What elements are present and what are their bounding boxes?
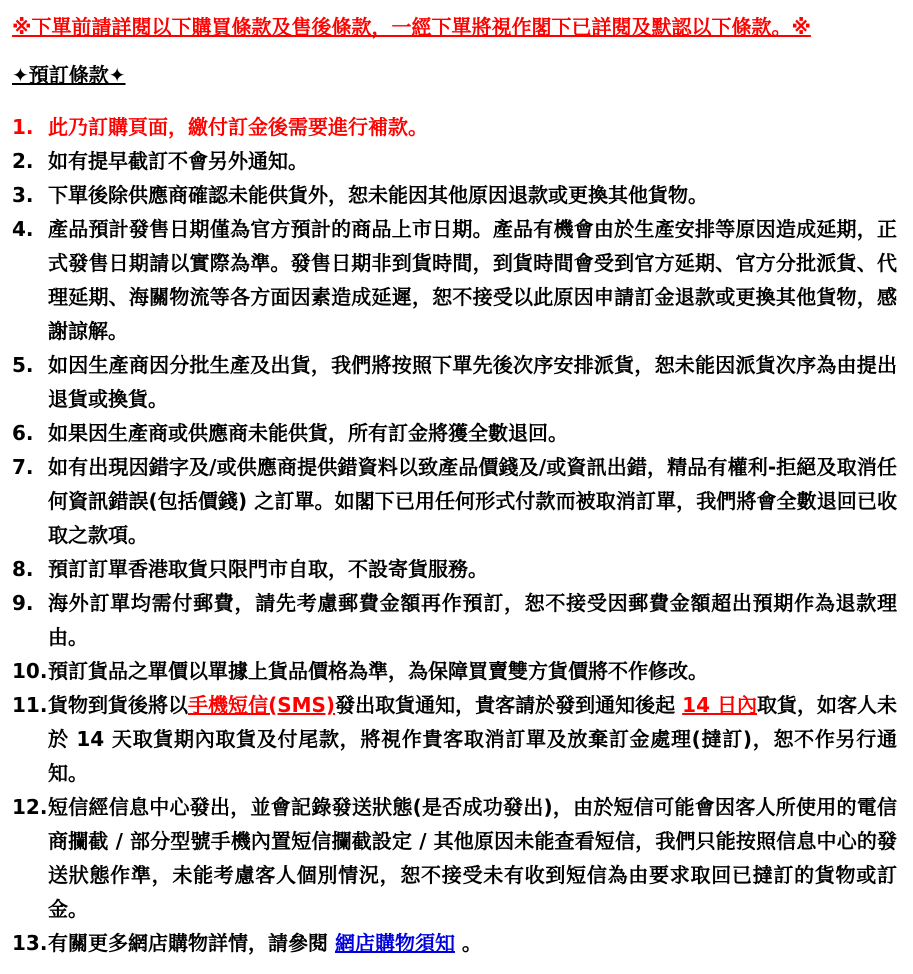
term-number: 12. <box>12 795 48 819</box>
term-text <box>48 212 901 348</box>
term-segment: 海外訂單均需付郵費，請先考慮郵費金額再作預訂，恕不接受因郵費金額超出預期作為退款理由。 <box>48 591 897 649</box>
term-number: 7. <box>12 455 34 479</box>
term-number: 3. <box>12 183 34 207</box>
term-item <box>12 144 901 178</box>
term-text <box>48 552 901 586</box>
term-text <box>48 178 901 212</box>
term-number: 8. <box>12 557 34 581</box>
term-item <box>12 348 901 416</box>
term-item <box>12 926 901 960</box>
term-number: 13. <box>12 931 48 955</box>
term-segment: 如因生產商因分批生產及出貨，我們將按照下單先後次序安排派貨，恕未能因派貨次序為由提出退貨或換貨。 <box>48 353 897 411</box>
term-number: 1. <box>12 115 34 139</box>
term-text <box>48 688 901 790</box>
term-item <box>12 110 901 144</box>
term-text <box>48 110 901 144</box>
term-highlight: 14 日內 <box>682 693 757 717</box>
term-number: 5. <box>12 353 34 377</box>
term-segment: 預訂貨品之單價以單據上貨品價格為準，為保障買賣雙方貨價將不作修改。 <box>48 659 708 683</box>
term-text <box>48 416 901 450</box>
term-segment: 如有提早截訂不會另外通知。 <box>48 149 308 173</box>
term-text <box>48 926 901 960</box>
term-text <box>48 654 901 688</box>
term-highlight: 手機短信(SMS) <box>188 693 336 717</box>
term-segment: 預訂訂單香港取貨只限門市自取，不設寄貨服務。 <box>48 557 488 581</box>
term-segment: 如果因生產商或供應商未能供貨，所有訂金將獲全數退回。 <box>48 421 568 445</box>
term-text <box>48 586 901 654</box>
term-number: 9. <box>12 591 34 615</box>
term-number: 10. <box>12 659 48 683</box>
term-segment: 下單後除供應商確認未能供貨外，恕未能因其他原因退款或更換其他貨物。 <box>48 183 708 207</box>
term-item <box>12 790 901 926</box>
term-item <box>12 586 901 654</box>
term-segment: 。 <box>454 931 482 955</box>
shop-guide-link[interactable]: 網店購物須知 <box>334 931 455 955</box>
terms-list <box>12 110 901 960</box>
term-number: 4. <box>12 217 34 241</box>
term-text <box>48 450 901 552</box>
term-segment: 如有出現因錯字及/或供應商提供錯資料以致產品價錢及/或資訊出錯，精品有權利-拒絕及取消任何資訊錯誤(包括價錢) 之訂單。如閣下已用任何形式付款而被取消訂單，我們將會全數退回已收取之款項。 <box>48 455 897 547</box>
term-text <box>48 348 901 416</box>
term-segment: 短信經信息中心發出，並會記錄發送狀態(是否成功發出)，由於短信可能會因客人所使用的電信商攔截 / 部分型號手機內置短信攔截設定 / 其他原因未能查看短信，我們只能按照信息中心的發送狀態作準，未能考慮客人個別情況，恕不接受未有收到短信為由要求取回已撻訂的貨物或訂金。 <box>48 795 897 921</box>
notice-banner: ※下單前請詳閱以下購買條款及售後條款，一經下單將視作閣下已詳閱及默認以下條款。※ <box>12 15 811 39</box>
term-number: 11. <box>12 693 48 717</box>
term-segment: 有關更多網店購物詳情，請參閱 <box>48 931 335 955</box>
term-item <box>12 178 901 212</box>
term-item <box>12 688 901 790</box>
term-item <box>12 552 901 586</box>
term-item <box>12 654 901 688</box>
term-segment: 發出取貨通知，貴客請於發到通知後起 <box>335 693 683 717</box>
term-number: 2. <box>12 149 34 173</box>
term-text <box>48 144 901 178</box>
term-segment: 產品預計發售日期僅為官方預計的商品上市日期。產品有機會由於生產安排等原因造成延期，正式發售日期請以實際為準。發售日期非到貨時間，到貨時間會受到官方延期、官方分批派貨、代理延期、海關物流等各方面因素造成延遲，恕不接受以此原因申請訂金退款或更換其他貨物，感謝諒解。 <box>48 217 897 343</box>
term-segment: 貨物到貨後將以 <box>48 693 189 717</box>
term-segment: 取貨，如客人未於 14 天取貨期內取貨及付尾款，將視作貴客取消訂單及放棄訂金處理(撻訂)，恕不作另行通知。 <box>48 693 898 785</box>
term-text <box>48 790 901 926</box>
term-segment: 此乃訂購頁面，繳付訂金後需要進行補款。 <box>48 115 428 139</box>
term-number: 6. <box>12 421 34 445</box>
term-item <box>12 450 901 552</box>
section-header-preorder-terms: ✦預訂條款✦ <box>12 63 126 87</box>
term-item <box>12 212 901 348</box>
term-item <box>12 416 901 450</box>
